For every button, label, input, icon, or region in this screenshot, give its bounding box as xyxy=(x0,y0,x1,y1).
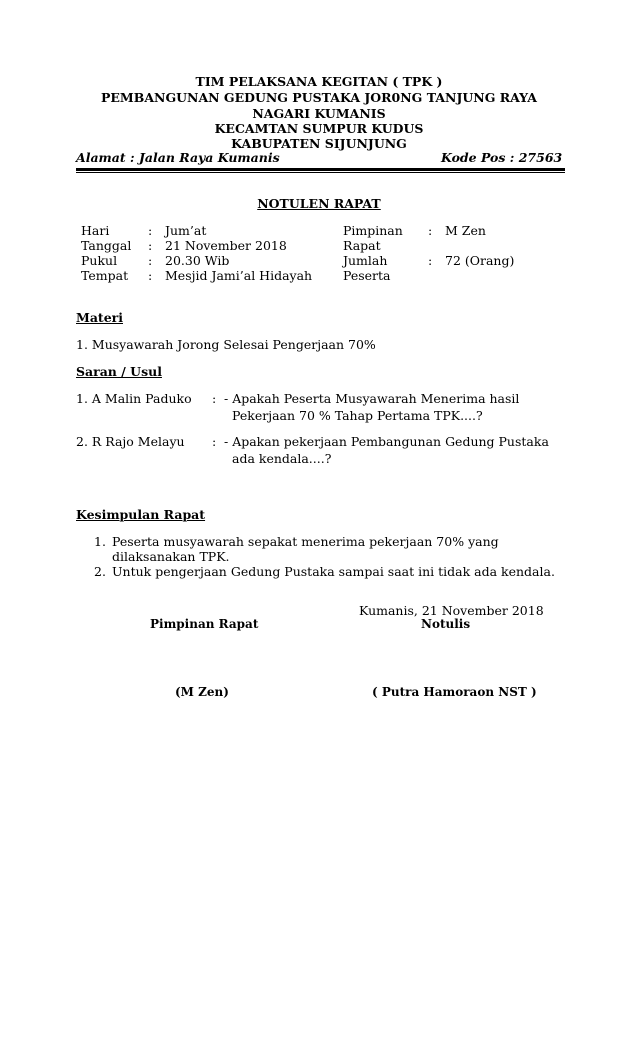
signature-right-name: ( Putra Hamoraon NST ) xyxy=(372,685,537,699)
saran-name: 1. A Malin Paduko xyxy=(76,391,192,406)
count-label: Jumlah xyxy=(343,253,388,268)
kesimpulan-text: Peserta musyawarah sepakat menerima pekerjaan 70% yang xyxy=(112,534,499,549)
info-label: Hari xyxy=(81,223,110,238)
count-sep: : xyxy=(428,253,433,268)
saran-text: - Apakan pekerjaan Pembangunan Gedung Pustaka xyxy=(224,434,549,449)
info-label: Tempat xyxy=(81,268,129,283)
leader-label: Pimpinan xyxy=(343,223,403,238)
kesimpulan-num: 2. xyxy=(94,564,106,579)
header-kecamatan: KECAMTAN SUMPUR KUDUS xyxy=(214,121,424,136)
saran-text-cont: ada kendala....? xyxy=(232,451,332,466)
info-sep: : xyxy=(148,223,153,238)
leader-value: M Zen xyxy=(445,223,486,238)
header-nagari: NAGARI KUMANIS xyxy=(252,106,386,121)
saran-sep: : xyxy=(212,391,217,406)
header-kabupaten: KABUPATEN SIJUNJUNG xyxy=(231,136,407,151)
info-value: Jum’at xyxy=(165,223,207,238)
info-value: 21 November 2018 xyxy=(165,238,287,253)
info-sep: : xyxy=(148,238,153,253)
header-rule-thick xyxy=(76,168,565,171)
kesimpulan-num: 1. xyxy=(94,534,106,549)
kesimpulan-text: Untuk pengerjaan Gedung Pustaka sampai saat ini tidak ada kendala. xyxy=(112,564,555,579)
header-project: PEMBANGUNAN GEDUNG PUSTAKA JOR0NG TANJUNG RAYA xyxy=(100,90,538,105)
info-sep: : xyxy=(148,268,153,283)
place-date: Kumanis, 21 November 2018 xyxy=(359,603,544,618)
info-label: Tanggal xyxy=(81,238,132,253)
materi-item: 1. Musyawarah Jorong Selesai Pengerjaan 70% xyxy=(76,337,376,352)
header-postcode: Kode Pos : 27563 xyxy=(441,150,563,165)
saran-name: 2. R Rajo Melayu xyxy=(76,434,185,449)
info-value: 20.30 Wib xyxy=(165,253,230,268)
saran-sep: : xyxy=(212,434,217,449)
info-sep: : xyxy=(148,253,153,268)
header-rule-thin xyxy=(76,172,565,173)
info-value: Mesjid Jami’al Hidayah xyxy=(165,268,313,283)
leader-label-cont: Rapat xyxy=(343,238,381,253)
leader-sep: : xyxy=(428,223,433,238)
signature-left-title: Pimpinan Rapat xyxy=(150,617,259,631)
page-title: NOTULEN RAPAT xyxy=(257,196,381,211)
kesimpulan-text-cont: dilaksanakan TPK. xyxy=(112,549,230,564)
kesimpulan-heading: Kesimpulan Rapat xyxy=(76,507,206,522)
count-label-cont: Peserta xyxy=(343,268,391,283)
materi-heading: Materi xyxy=(76,310,123,325)
saran-text-cont: Pekerjaan 70 % Tahap Pertama TPK....? xyxy=(232,408,483,423)
saran-heading: Saran / Usul xyxy=(76,364,162,379)
header-org: TIM PELAKSANA KEGITAN ( TPK ) xyxy=(195,74,443,89)
saran-text: - Apakah Peserta Musyawarah Menerima hasil xyxy=(224,391,520,406)
signature-right-title: Notulis xyxy=(421,617,471,631)
info-label: Pukul xyxy=(81,253,118,268)
signature-left-name: (M Zen) xyxy=(175,685,229,699)
header-address: Alamat : Jalan Raya Kumanis xyxy=(76,150,280,165)
count-value: 72 (Orang) xyxy=(445,253,515,268)
